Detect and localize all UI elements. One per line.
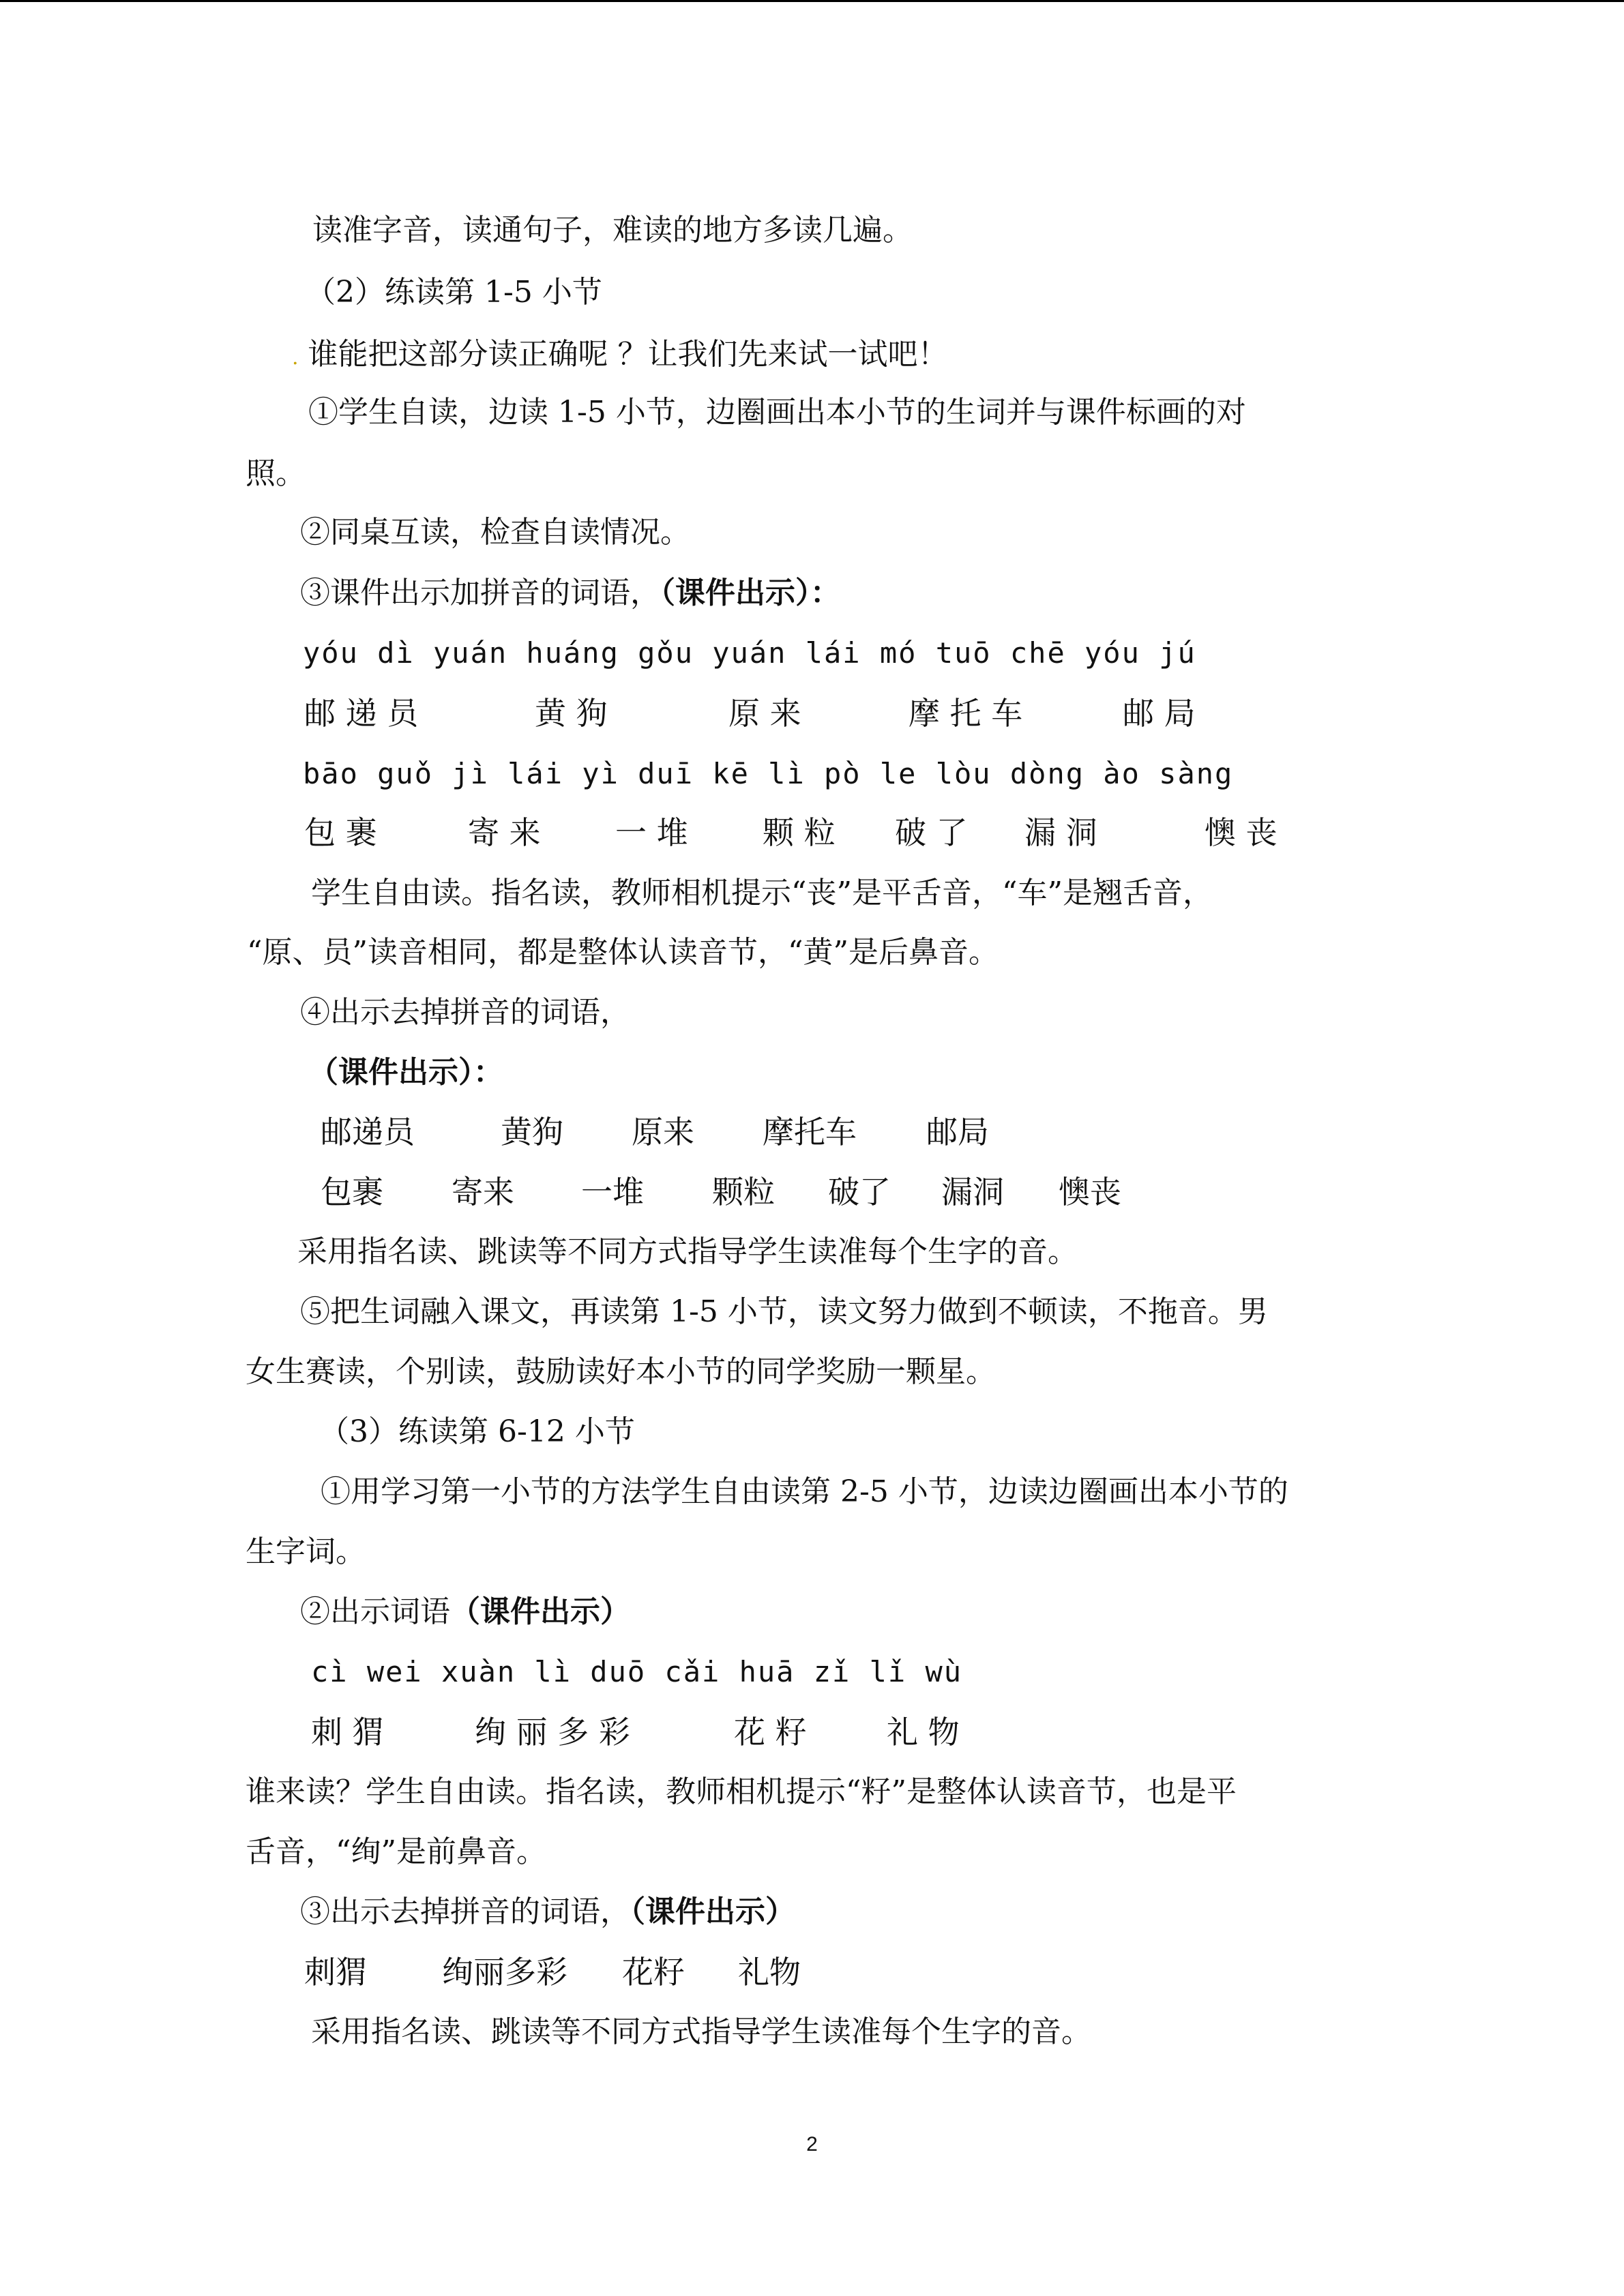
text-line: 读准字音，读通句子，难读的地方多读几遍。 xyxy=(312,213,913,248)
word: 礼物 xyxy=(738,1954,801,1991)
text-line: 采用指名读、跳读等不同方式指导学生读准每个生字的音。 xyxy=(297,1234,1078,1269)
hanzi-word: 原 来 xyxy=(728,695,801,732)
text-line: ②同桌互读，检查自读情况。 xyxy=(300,515,690,550)
hanzi-word: 邮 局 xyxy=(1123,695,1196,732)
word: 邮局 xyxy=(926,1114,989,1150)
text-line: “原、员”读音相同，都是整体认读音节，“黄”是后鼻音。 xyxy=(247,935,999,970)
stray-mark: . xyxy=(292,346,299,370)
hanzi-word: 绚 丽 多 彩 xyxy=(475,1714,630,1750)
text-line: 采用指名读、跳读等不同方式指导学生读准每个生字的音。 xyxy=(311,2014,1091,2049)
hanzi-word: 黄 狗 xyxy=(535,695,608,732)
hanzi-row xyxy=(304,814,1327,852)
word: 寄来 xyxy=(452,1174,514,1210)
text-line-content: 谁能把这部分读正确呢 ？让我们先来试一试吧！ xyxy=(308,337,948,372)
hanzi-word: 一 堆 xyxy=(615,814,688,851)
text-line: ①学生自读，边读 1-5 小节，边圈画出本小节的生词并与课件标画的对 xyxy=(308,395,1246,430)
word: 花籽 xyxy=(622,1954,685,1991)
text-line: 生字词。 xyxy=(246,1534,366,1569)
pinyin-row: yóu dì yuán huáng gǒu yuán lái mó tuō chē yóu jú xyxy=(303,636,1196,670)
hanzi-word: 摩 托 车 xyxy=(909,695,1023,732)
text-line: ⑤把生词融入课文，再读第 1-5 小节，读文努力做到不顿读，不拖音。男 xyxy=(300,1294,1268,1329)
word: 一堆 xyxy=(581,1174,644,1210)
hanzi-word: 颗 粒 xyxy=(763,814,836,851)
word: 破了 xyxy=(828,1174,891,1210)
word: 摩托车 xyxy=(763,1114,857,1150)
hanzi-word: 破 了 xyxy=(895,814,968,851)
word: 颗粒 xyxy=(712,1174,775,1210)
text-line: 舌音，“绚”是前鼻音。 xyxy=(246,1834,546,1869)
word: 绚丽多彩 xyxy=(442,1954,567,1991)
text-line-content: ③课件出示加拼音的词语， xyxy=(300,576,660,610)
hanzi-word: 漏 洞 xyxy=(1024,814,1097,851)
word-row xyxy=(304,1953,1327,1991)
text-line: 谁来读？学生自由读。指名读，教师相机提示“籽”是整体认读音节，也是平 xyxy=(246,1774,1237,1809)
pinyin-row: bāo guǒ jì lái yì duī kē lì pò le lòu dòng ào sàng xyxy=(303,757,1234,790)
hanzi-word: 邮 递 员 xyxy=(304,695,419,732)
word-row xyxy=(321,1173,1344,1211)
text-line: ①用学习第一小节的方法学生自由读第 2-5 小节，边读边圈画出本小节的 xyxy=(321,1474,1288,1509)
text-line: 女生赛读，个别读，鼓励读好本小节的同学奖励一颗星。 xyxy=(246,1354,996,1389)
hanzi-word: 礼 物 xyxy=(887,1714,960,1750)
word: 包裹 xyxy=(321,1174,383,1210)
section-heading: （3）练读第 6-12 小节 xyxy=(319,1414,635,1449)
hanzi-word: 寄 来 xyxy=(468,814,541,851)
text-line xyxy=(300,1893,795,1931)
word: 原来 xyxy=(632,1114,694,1150)
word: 懊丧 xyxy=(1059,1174,1121,1210)
courseware-label: （课件出示） xyxy=(450,1594,630,1629)
pinyin-row: cì wei xuàn lì duō cǎi huā zǐ lǐ wù xyxy=(311,1655,963,1688)
text-line xyxy=(292,336,948,377)
page-number: 2 xyxy=(806,2133,818,2156)
word: 刺猬 xyxy=(304,1954,367,1991)
hanzi-row xyxy=(311,1713,1334,1751)
text-line: ④出示去掉拼音的词语， xyxy=(300,995,630,1030)
text-line: 学生自由读。指名读，教师相机提示“丧”是平舌音，“车”是翘舌音， xyxy=(311,876,1213,910)
text-line xyxy=(300,1593,630,1631)
hanzi-row xyxy=(304,694,1327,732)
courseware-label: （课件出示） xyxy=(630,1894,795,1929)
word: 漏洞 xyxy=(941,1174,1004,1210)
text-line-content: ③出示去掉拼音的词语， xyxy=(300,1894,630,1929)
text-line xyxy=(300,574,840,612)
hanzi-word: 懊 丧 xyxy=(1205,814,1278,851)
hanzi-word: 花 籽 xyxy=(734,1714,807,1750)
hanzi-word: 包 裹 xyxy=(304,814,377,851)
top-border xyxy=(0,0,1624,2)
word: 邮递员 xyxy=(321,1114,415,1150)
word-row xyxy=(321,1113,1344,1151)
courseware-label: （课件出示）： xyxy=(308,1055,503,1090)
text-line: 照。 xyxy=(246,456,306,491)
hanzi-word: 刺 猬 xyxy=(311,1714,384,1750)
word: 黄狗 xyxy=(501,1114,563,1150)
section-heading: （2）练读第 1-5 小节 xyxy=(306,275,602,310)
courseware-label: （课件出示）： xyxy=(660,576,840,610)
text-line-content: ②出示词语 xyxy=(300,1594,450,1629)
